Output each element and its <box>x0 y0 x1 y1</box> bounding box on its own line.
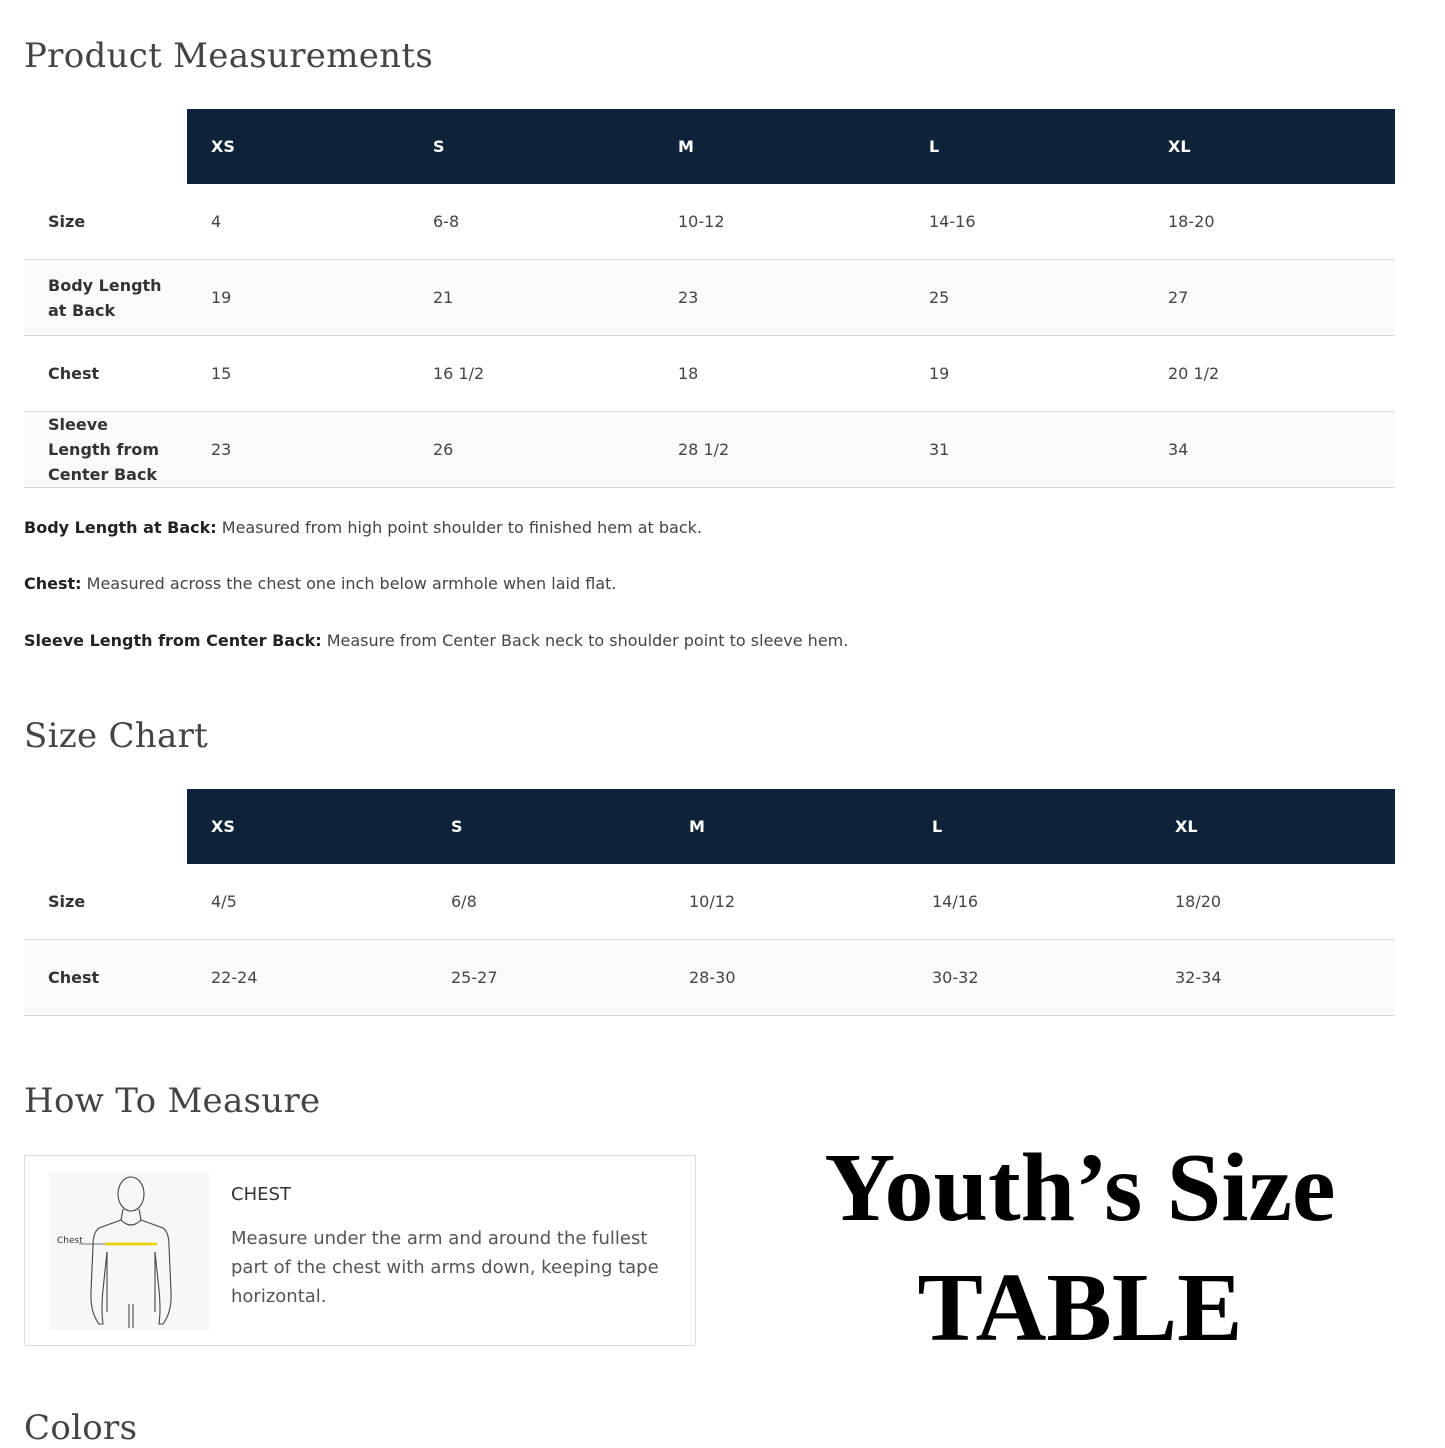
note-term: Body Length at Back: <box>24 518 217 537</box>
table-row <box>24 336 1395 412</box>
table-cell: 27 <box>1144 260 1395 336</box>
measure-card <box>24 1155 696 1346</box>
table-cell: 30-32 <box>908 940 1151 1016</box>
row-label: Size <box>24 864 187 940</box>
youth-size-table-banner <box>780 1128 1380 1368</box>
table-cell: 18 <box>654 336 905 412</box>
corner-cell <box>24 789 187 864</box>
table-row <box>24 184 1395 260</box>
note-sleeve-length <box>24 631 848 650</box>
table-cell: 18-20 <box>1144 184 1395 260</box>
table-row <box>24 260 1395 336</box>
table-cell: 6/8 <box>427 864 665 940</box>
column-header: XL <box>1144 109 1395 184</box>
header-row <box>24 109 1395 184</box>
table-cell: 19 <box>187 260 409 336</box>
note-term: Chest: <box>24 574 82 593</box>
table-row <box>24 940 1395 1016</box>
chest-measure-figure <box>49 1172 209 1330</box>
row-label: Sleeve Length from Center Back <box>24 412 187 488</box>
column-header: XS <box>187 789 427 864</box>
body-outline-icon <box>49 1172 209 1330</box>
column-header: S <box>409 109 654 184</box>
table-cell: 25 <box>905 260 1144 336</box>
table-cell: 26 <box>409 412 654 488</box>
column-header: M <box>665 789 908 864</box>
table-row <box>24 412 1395 488</box>
table-cell: 23 <box>187 412 409 488</box>
column-header: XS <box>187 109 409 184</box>
row-label: Chest <box>24 336 187 412</box>
table-row <box>24 864 1395 940</box>
banner-line-1: Youth’s Size <box>824 1134 1336 1242</box>
note-text: Measure from Center Back neck to shoulder point to sleeve hem. <box>321 631 849 650</box>
column-header: S <box>427 789 665 864</box>
table-cell: 10/12 <box>665 864 908 940</box>
row-label: Size <box>24 184 187 260</box>
row-label: Body Length at Back <box>24 260 187 336</box>
row-label: Chest <box>24 940 187 1016</box>
table-cell: 4/5 <box>187 864 427 940</box>
table-cell: 34 <box>1144 412 1395 488</box>
corner-cell <box>24 109 187 184</box>
table-cell: 22-24 <box>187 940 427 1016</box>
column-header: L <box>908 789 1151 864</box>
size-chart-heading: Size Chart <box>24 716 209 756</box>
table-cell: 20 1/2 <box>1144 336 1395 412</box>
note-chest <box>24 574 616 593</box>
table-cell: 32-34 <box>1151 940 1395 1016</box>
table-cell: 14-16 <box>905 184 1144 260</box>
table-cell: 6-8 <box>409 184 654 260</box>
measure-title: CHEST <box>231 1184 291 1205</box>
table-cell: 14/16 <box>908 864 1151 940</box>
table-cell: 28 1/2 <box>654 412 905 488</box>
note-term: Sleeve Length from Center Back: <box>24 631 322 650</box>
table-cell: 19 <box>905 336 1144 412</box>
note-text: Measured from high point shoulder to finished hem at back. <box>216 518 702 537</box>
product-measurements-table <box>24 109 1395 488</box>
measure-description: Measure under the arm and around the fullest part of the chest with arms down, keeping tape horizontal. <box>231 1228 659 1307</box>
table-cell: 4 <box>187 184 409 260</box>
table-cell: 21 <box>409 260 654 336</box>
table-cell: 25-27 <box>427 940 665 1016</box>
table-cell: 15 <box>187 336 409 412</box>
table-cell: 10-12 <box>654 184 905 260</box>
table-cell: 23 <box>654 260 905 336</box>
table-cell: 31 <box>905 412 1144 488</box>
note-text: Measured across the chest one inch below armhole when laid flat. <box>81 574 617 593</box>
banner-line-2: TABLE <box>917 1254 1243 1362</box>
how-to-measure-heading: How To Measure <box>24 1081 321 1121</box>
table-cell: 16 1/2 <box>409 336 654 412</box>
header-row <box>24 789 1395 864</box>
figure-chest-label: Chest <box>57 1236 83 1246</box>
note-body-length <box>24 518 702 537</box>
table-cell: 18/20 <box>1151 864 1395 940</box>
column-header: M <box>654 109 905 184</box>
table-cell: 28-30 <box>665 940 908 1016</box>
colors-heading: Colors <box>24 1408 138 1448</box>
column-header: L <box>905 109 1144 184</box>
product-measurements-heading: Product Measurements <box>24 36 434 76</box>
size-chart-table <box>24 789 1395 1016</box>
column-header: XL <box>1151 789 1395 864</box>
